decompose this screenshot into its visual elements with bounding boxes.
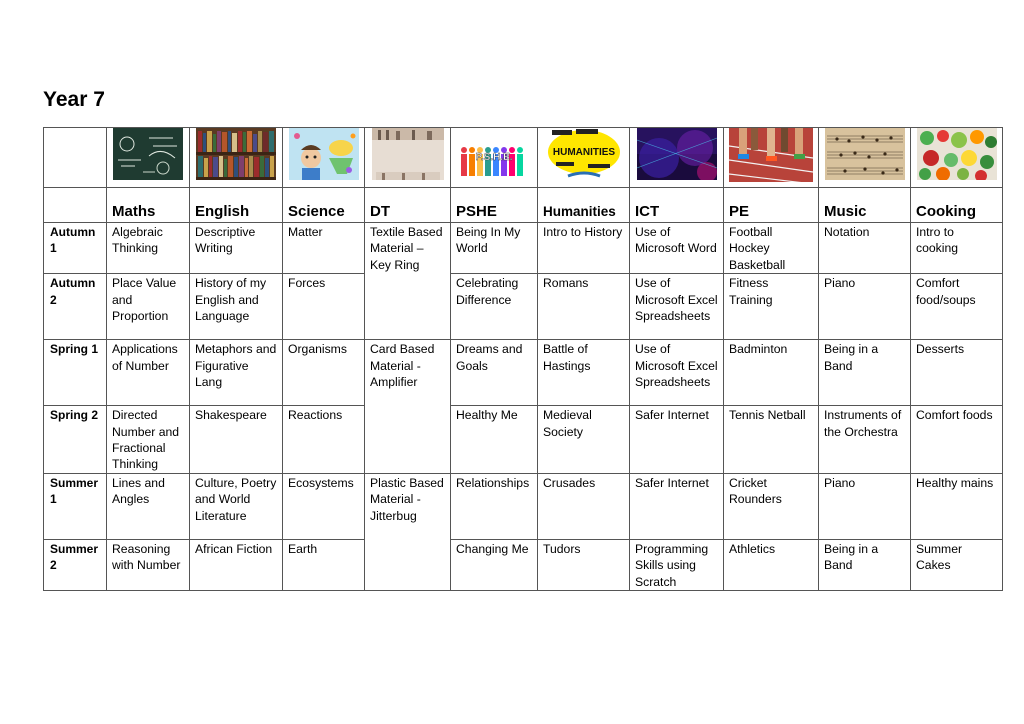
table-cell: Textile Based Material – Key Ring bbox=[365, 223, 451, 340]
image-row bbox=[44, 128, 1003, 188]
humanities-image-cell bbox=[538, 128, 630, 188]
table-cell: Matter bbox=[283, 223, 365, 274]
table-row bbox=[44, 473, 1003, 539]
subject-header: PE bbox=[724, 188, 819, 223]
science-cartoon-image bbox=[289, 128, 359, 180]
table-cell: Place Value and Proportion bbox=[107, 274, 190, 340]
table-cell: Organisms bbox=[283, 340, 365, 406]
table-cell: Football Hockey Basketball bbox=[724, 223, 819, 274]
table-cell: Use of Microsoft Word bbox=[630, 223, 724, 274]
music-image-cell bbox=[819, 128, 911, 188]
cooking-vegetables-image bbox=[917, 128, 997, 180]
subject-header: English bbox=[190, 188, 283, 223]
table-cell: Use of Microsoft Excel Spreadsheets bbox=[630, 274, 724, 340]
table-cell: Romans bbox=[538, 274, 630, 340]
pshe-colourful-people-image bbox=[457, 128, 531, 180]
table-cell: Card Based Material - Amplifier bbox=[365, 340, 451, 474]
table-cell: Piano bbox=[819, 473, 911, 539]
table-row bbox=[44, 340, 1003, 406]
table-row bbox=[44, 539, 1003, 590]
term-label: Autumn 2 bbox=[44, 274, 107, 340]
table-row bbox=[44, 274, 1003, 340]
table-cell: Programming Skills using Scratch bbox=[630, 539, 724, 590]
table-cell: Earth bbox=[283, 539, 365, 590]
table-cell: Comfort foods bbox=[911, 406, 1003, 474]
humanities-image-label: HUMANITIES bbox=[552, 147, 615, 158]
table-cell: Culture, Poetry and World Literature bbox=[190, 473, 283, 539]
pe-image-cell bbox=[724, 128, 819, 188]
table-cell: Reactions bbox=[283, 406, 365, 474]
table-cell: Desserts bbox=[911, 340, 1003, 406]
pshe-image-label: P.S.H.E. bbox=[475, 152, 513, 163]
term-label: Autumn 1 bbox=[44, 223, 107, 274]
table-cell: Use of Microsoft Excel Spreadsheets bbox=[630, 340, 724, 406]
table-cell: Fitness Training bbox=[724, 274, 819, 340]
table-cell: Forces bbox=[283, 274, 365, 340]
science-image-cell bbox=[283, 128, 365, 188]
ict-digital-image bbox=[637, 128, 717, 180]
table-cell: Changing Me bbox=[451, 539, 538, 590]
subject-header-row bbox=[44, 188, 1003, 223]
table-cell: Medieval Society bbox=[538, 406, 630, 474]
table-cell: Battle of Hastings bbox=[538, 340, 630, 406]
term-label: Spring 1 bbox=[44, 340, 107, 406]
table-cell: Notation bbox=[819, 223, 911, 274]
ict-image-cell bbox=[630, 128, 724, 188]
humanities-wordcloud-image bbox=[544, 128, 624, 180]
table-cell: History of my English and Language bbox=[190, 274, 283, 340]
table-cell: Relationships bbox=[451, 473, 538, 539]
english-books-image bbox=[196, 128, 276, 180]
table-cell: Being In My World bbox=[451, 223, 538, 274]
table-cell: Tennis Netball bbox=[724, 406, 819, 474]
english-image-cell bbox=[190, 128, 283, 188]
table-cell: Intro to cooking bbox=[911, 223, 1003, 274]
table-cell: African Fiction bbox=[190, 539, 283, 590]
table-cell: Intro to History bbox=[538, 223, 630, 274]
table-cell: Metaphors and Figurative Lang bbox=[190, 340, 283, 406]
table-cell: Tudors bbox=[538, 539, 630, 590]
music-sheet-image bbox=[825, 128, 905, 180]
table-cell: Algebraic Thinking bbox=[107, 223, 190, 274]
curriculum-table bbox=[43, 127, 1003, 591]
subject-header: Music bbox=[819, 188, 911, 223]
table-cell: Reasoning with Number bbox=[107, 539, 190, 590]
subject-header: ICT bbox=[630, 188, 724, 223]
table-cell: Shakespeare bbox=[190, 406, 283, 474]
table-cell: Comfort food/soups bbox=[911, 274, 1003, 340]
page-title: Year 7 bbox=[43, 88, 105, 111]
table-cell: Instruments of the Orchestra bbox=[819, 406, 911, 474]
table-cell: Ecosystems bbox=[283, 473, 365, 539]
subject-header: DT bbox=[365, 188, 451, 223]
table-cell: Descriptive Writing bbox=[190, 223, 283, 274]
table-row bbox=[44, 406, 1003, 474]
subject-header: Humanities bbox=[538, 188, 630, 223]
table-cell: Cricket Rounders bbox=[724, 473, 819, 539]
cooking-image-cell bbox=[911, 128, 1003, 188]
table-cell: Safer Internet bbox=[630, 473, 724, 539]
table-cell: Applications of Number bbox=[107, 340, 190, 406]
table-cell: Safer Internet bbox=[630, 406, 724, 474]
table-cell: Being in a Band bbox=[819, 539, 911, 590]
table-cell: Healthy Me bbox=[451, 406, 538, 474]
table-cell: Athletics bbox=[724, 539, 819, 590]
subject-header: PSHE bbox=[451, 188, 538, 223]
term-label: Summer 1 bbox=[44, 473, 107, 539]
maths-image-cell bbox=[107, 128, 190, 188]
corner-header-cell bbox=[44, 188, 107, 223]
subject-header: Cooking bbox=[911, 188, 1003, 223]
table-cell: Celebrating Difference bbox=[451, 274, 538, 340]
table-cell: Directed Number and Fractional Thinking bbox=[107, 406, 190, 474]
table-cell: Badminton bbox=[724, 340, 819, 406]
table-cell: Summer Cakes bbox=[911, 539, 1003, 590]
table-cell: Lines and Angles bbox=[107, 473, 190, 539]
dt-workshop-image bbox=[372, 128, 444, 180]
term-label: Summer 2 bbox=[44, 539, 107, 590]
table-cell: Crusades bbox=[538, 473, 630, 539]
subject-header: Science bbox=[283, 188, 365, 223]
term-label: Spring 2 bbox=[44, 406, 107, 474]
table-row bbox=[44, 223, 1003, 274]
subject-header: Maths bbox=[107, 188, 190, 223]
corner-image-cell bbox=[44, 128, 107, 188]
maths-chalkboard-image bbox=[113, 128, 183, 180]
table-cell: Plastic Based Material - Jitterbug bbox=[365, 473, 451, 590]
table-cell: Piano bbox=[819, 274, 911, 340]
pe-running-track-image bbox=[729, 128, 813, 182]
pshe-image-cell bbox=[451, 128, 538, 188]
dt-image-cell bbox=[365, 128, 451, 188]
table-cell: Dreams and Goals bbox=[451, 340, 538, 406]
table-cell: Healthy mains bbox=[911, 473, 1003, 539]
table-cell: Being in a Band bbox=[819, 340, 911, 406]
